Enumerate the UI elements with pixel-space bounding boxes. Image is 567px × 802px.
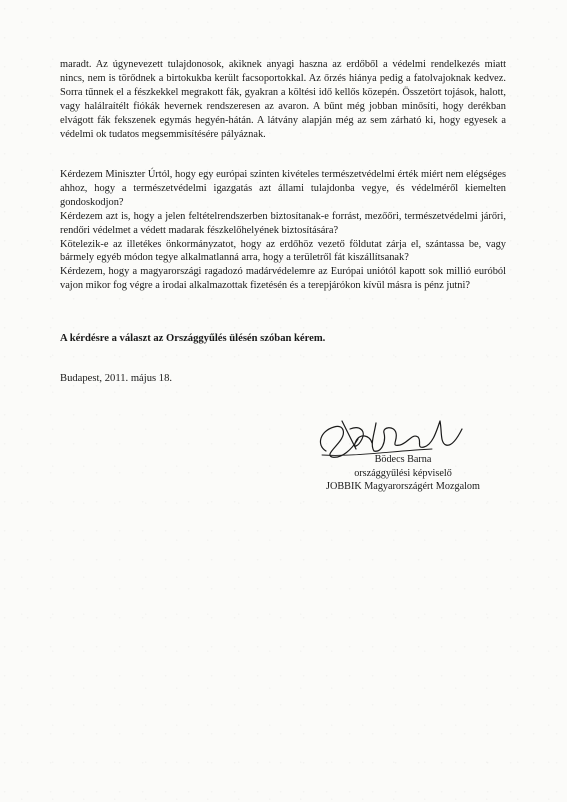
signer-name: Bödecs Barna xyxy=(374,454,432,465)
oral-answer-request: A kérdésre a választ az Országgyűlés ülésén szóban kérem. xyxy=(60,333,326,344)
signature-block xyxy=(298,453,508,494)
question-1: Kérdezem Miniszter Úrtól, hogy egy európai szinten kivételes természetvédelmi érték miért nem elégséges ahhoz, hogy a természetvédelmi igazgatás azt állami tulajdonba vegye, és védelméről kiemelten gondoskodjon? xyxy=(60,169,506,208)
question-3: Kötelezik-e az illetékes önkormányzatot, hogy az erdőhöz vezető földutat zárja el, szántassa be, vagy bármely egyéb módon tegye alkalmatlanná arra, hogy a területről fát kiszállítsanak? xyxy=(60,238,506,264)
question-4: Kérdezem, hogy a magyarországi ragadozó madárvédelemre az Európai uniótól kapott sok millió euróból vajon mikor fog végre a irodai alkalmazottak fizetésén és a terepjárókon kívül másra is pénz jutni? xyxy=(60,266,506,292)
questions-block xyxy=(60,168,506,293)
signer-party: JOBBIK Magyarországért Mozgalom xyxy=(326,481,480,493)
signer-title: országgyűlési képviselő xyxy=(354,467,452,479)
paragraph-text: maradt. Az úgynevezett tulajdonosok, akiknek anyagi haszna az erdőből a védelmi rendelkezés miatt nincs, nem is törődnek a birtokukba került facsoportokkal. Az őrzés hiánya pedig a fatolvajoknak kedvez. Sorra tűnnek el a fészkekkel megrakott fák, gyakran a költési idő kellős közepén. Összetört tojások, halott, vagy halálraítélt fiókák hevernek rendszeresen az avaron. A bűnt még jobban minősíti, hogy derékban elvágott fák fekszenek egymás hegyén-hátán. A látvány alapján még az sem zárható ki, hogy egyesek a védelmi ok tudatos megsemmisítésére pályáznak. xyxy=(60,59,506,140)
place-and-date: Budapest, 2011. május 18. xyxy=(60,373,173,384)
question-2: Kérdezem azt is, hogy a jelen feltételrendszerben biztosítanak-e forrást, mezőőri, természetvédelmi járőri, rendőri védelmet a védett madarak fészkelőhelyének biztosítására? xyxy=(60,210,506,236)
body-paragraph-1 xyxy=(60,58,506,141)
